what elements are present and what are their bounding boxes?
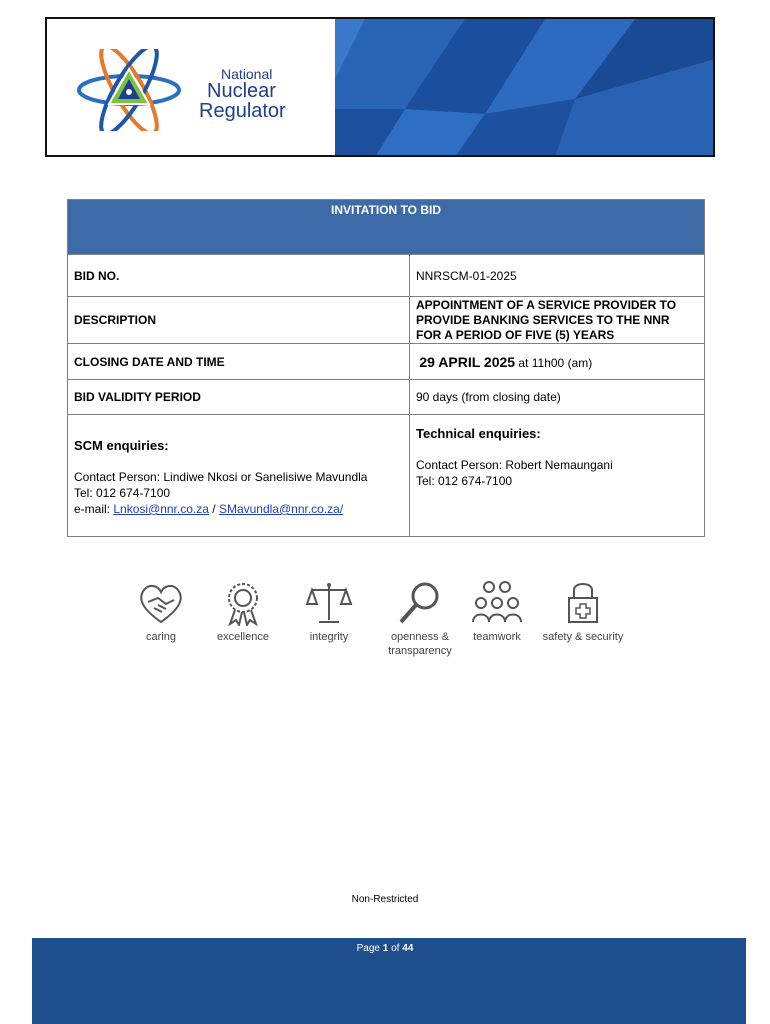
- technical-contact: Contact Person: Robert Nemaungani: [416, 457, 613, 472]
- scm-email-prefix: e-mail:: [74, 501, 114, 516]
- integrity-label: integrity: [309, 631, 349, 643]
- scm-tel: Tel: 012 674-7100: [74, 485, 171, 500]
- value-caring: [125, 580, 197, 644]
- scm-contact: Contact Person: Lindiwe Nkosi or Sanelisiwe Mavundla: [74, 469, 368, 484]
- rosette-icon: [218, 580, 268, 626]
- scm-email-link-2[interactable]: SMavundla@nnr.co.za/: [218, 501, 344, 516]
- safety-label: safety & security: [542, 631, 624, 643]
- technical-tel: Tel: 012 674-7100: [416, 473, 513, 488]
- validity-label: BID VALIDITY PERIOD: [68, 380, 410, 415]
- team-people-icon: [470, 580, 524, 626]
- technical-heading: Technical enquiries:: [416, 426, 541, 441]
- closing-date: 29 APRIL 2025: [419, 353, 516, 370]
- page-of: of: [388, 943, 403, 954]
- logo-line-3: Regulator: [199, 100, 286, 122]
- closing-label: CLOSING DATE AND TIME: [68, 344, 410, 380]
- scm-email-separator: /: [208, 501, 219, 516]
- technical-enquiries-cell: [410, 415, 705, 537]
- logo-wordmark: [199, 67, 286, 121]
- padlock-icon: [558, 580, 608, 626]
- logo-line-2: Nuclear: [207, 80, 276, 102]
- openness-label-1: openness &: [390, 631, 450, 643]
- atom-logo-icon: [75, 49, 183, 131]
- value-safety: [535, 580, 631, 644]
- bid-title: INVITATION TO BID: [68, 200, 705, 255]
- page-prefix: Page: [356, 943, 383, 954]
- header-banner: [45, 17, 715, 157]
- page-number: [0, 943, 770, 954]
- closing-time: at 11h00 (am): [515, 355, 593, 370]
- classification-label: Non-Restricted: [351, 894, 419, 905]
- scm-enquiries-cell: [68, 415, 410, 537]
- magnifier-icon: [395, 580, 445, 626]
- value-integrity: [293, 580, 365, 644]
- value-teamwork: [461, 580, 533, 644]
- page-current: 1: [382, 943, 389, 954]
- value-excellence: [207, 580, 279, 644]
- values-row: [125, 580, 645, 670]
- closing-value: [410, 344, 705, 380]
- scm-heading: SCM enquiries:: [74, 438, 169, 453]
- excellence-label: excellence: [217, 631, 269, 643]
- description-label: DESCRIPTION: [68, 297, 410, 344]
- teamwork-label: teamwork: [473, 631, 521, 643]
- openness-label-2: transparency: [388, 645, 452, 658]
- scales-icon: [304, 580, 354, 626]
- description-value: APPOINTMENT OF A SERVICE PROVIDER TO PROVIDE BANKING SERVICES TO THE NNR FOR A PERIOD OF FIVE (5) YEARS: [410, 297, 705, 344]
- value-openness: [375, 580, 465, 659]
- page-total: 44: [402, 943, 414, 954]
- banner-pattern: [335, 19, 715, 157]
- validity-value: 90 days (from closing date): [410, 380, 705, 415]
- caring-label: caring: [146, 631, 176, 643]
- scm-email-link-1[interactable]: Lnkosi@nnr.co.za: [113, 501, 209, 516]
- bid-details-table: [67, 199, 705, 537]
- bid-no-label: BID NO.: [68, 255, 410, 297]
- bid-no-value: NNRSCM-01-2025: [410, 255, 705, 297]
- heart-handshake-icon: [136, 580, 186, 626]
- logo-line-1: National: [221, 66, 273, 82]
